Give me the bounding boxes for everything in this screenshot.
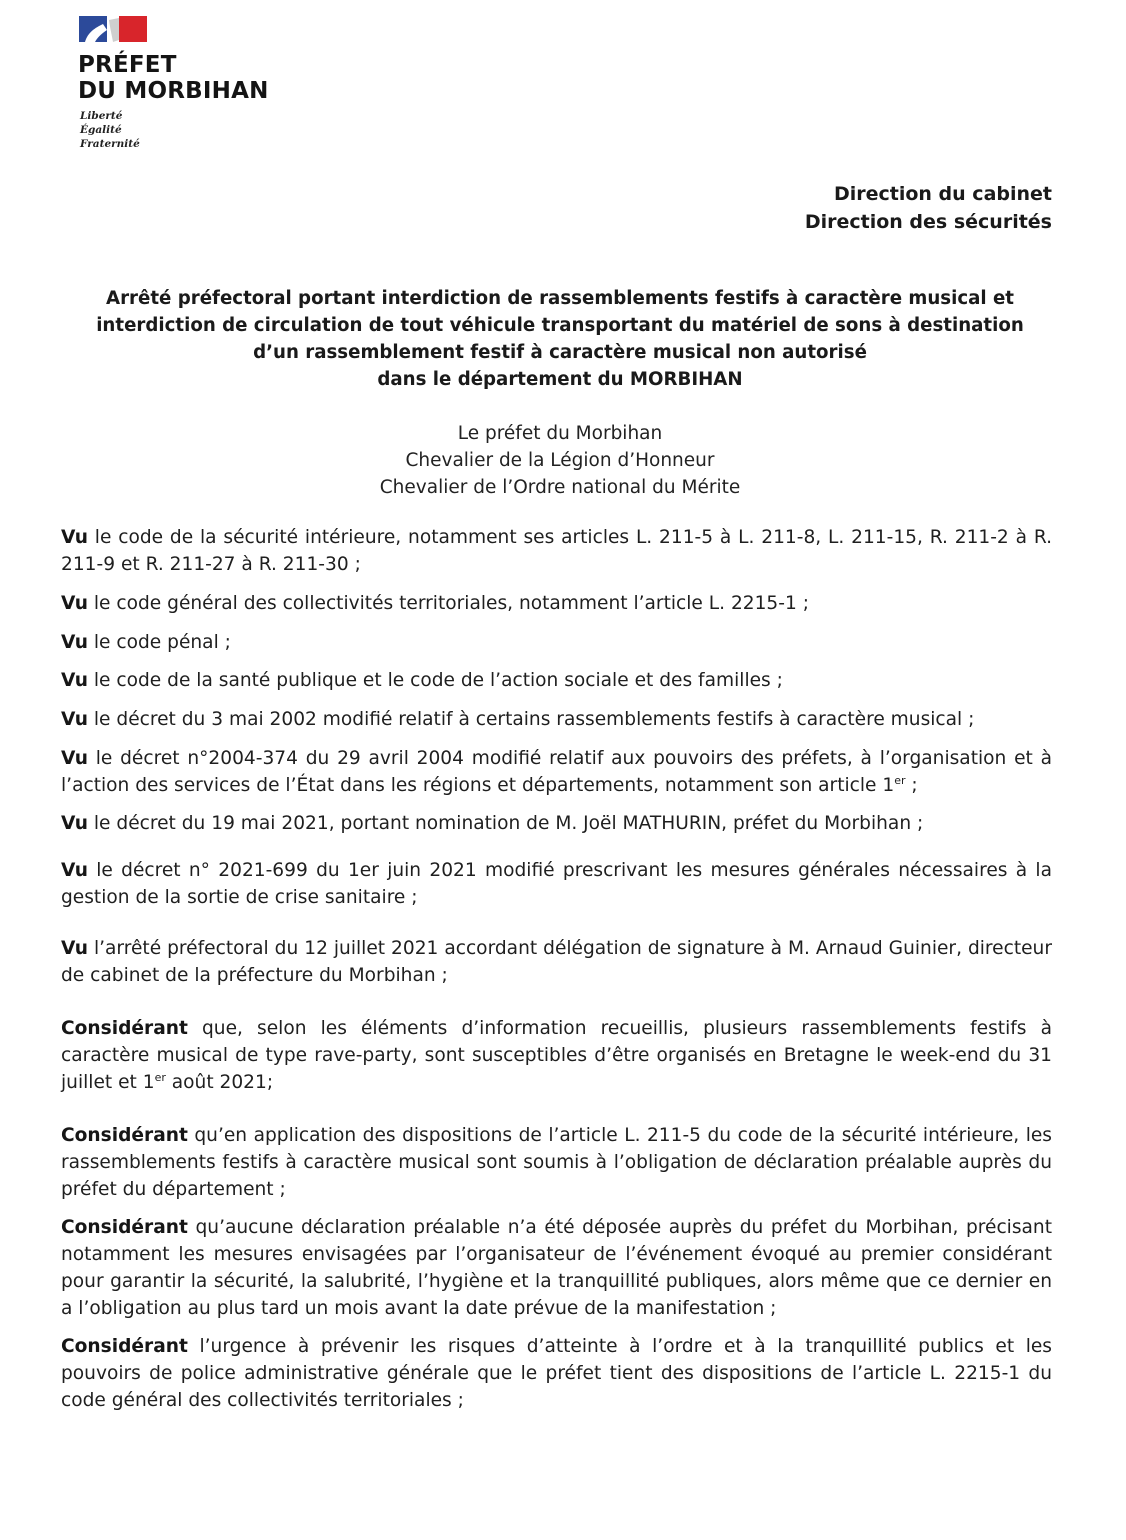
republic-motto	[80, 109, 140, 151]
signing-authority	[60, 420, 1060, 501]
paragraph-text: le code général des collectivités territoriales, notamment l’article L. 2215-1 ;	[87, 593, 809, 614]
legal-reference-paragraph	[61, 810, 1052, 837]
authority-line2: Chevalier de la Légion d’Honneur	[405, 450, 715, 471]
considerant-paragraph	[61, 1122, 1052, 1203]
paragraph-text: qu’aucune déclaration préalable n’a été déposée auprès du préfet du Morbihan, précisant notamment les mesures envisagées par l’organisateur de l’événement évoqué au premier considérant pour garantir la sécurité, la salubrité, l’hygiène et la tranquillité publiques, alors même que ce dernier en a l’obligation au plus tard un mois avant la date prévue de la manifestation ;	[61, 1217, 1052, 1319]
considerant-paragraph	[61, 1214, 1052, 1322]
ordinal-superscript: er	[154, 1070, 166, 1084]
legal-reference-paragraph	[61, 590, 1052, 617]
paragraph-lead: Vu	[61, 527, 88, 548]
paragraph-text: le décret du 3 mai 2002 modifié relatif à certains rassemblements festifs à caractère musical ;	[87, 709, 975, 730]
authority-line1: Le préfet du Morbihan	[457, 423, 663, 444]
paragraph-lead: Considérant	[61, 1336, 188, 1357]
paragraph-text: le code pénal ;	[87, 632, 231, 653]
paragraph-text: le décret n°2004-374 du 29 avril 2004 modifié relatif aux pouvoirs des préfets, à l’organisation et à l’action des services de l’État dans les régions et départements, notamment son article 1	[61, 748, 1052, 796]
considerant-paragraph	[61, 1015, 1052, 1096]
motto-liberte: Liberté	[80, 110, 123, 122]
paragraph-lead: Vu	[61, 593, 88, 614]
motto-fraternite: Fraternité	[80, 138, 140, 150]
directorate-line2: Direction des sécurités	[804, 211, 1052, 233]
paragraph-text: le décret n° 2021-699 du 1er juin 2021 modifié prescrivant les mesures générales nécessaires à la gestion de la sortie de crise sanitaire ;	[61, 860, 1052, 908]
legal-reference-paragraph	[61, 706, 1052, 733]
marianne-logo	[79, 16, 147, 42]
legal-reference-paragraph	[61, 629, 1052, 656]
title-line3: d’un rassemblement festif à caractère musical non autorisé	[253, 342, 867, 363]
legal-reference-paragraph	[61, 524, 1052, 578]
paragraph-text: que, selon les éléments d’information recueillis, plusieurs rassemblements festifs à caractère musical de type rave-party, sont susceptibles d’être organisés en Bretagne le week-end du 31 juillet et 1	[61, 1018, 1052, 1093]
paragraph-lead: Considérant	[61, 1018, 188, 1039]
considerant-paragraph	[61, 1333, 1052, 1414]
legal-reference-paragraph	[61, 857, 1052, 911]
title-line1: Arrêté préfectoral portant interdiction de rassemblements festifs à caractère musical et	[106, 288, 1014, 309]
paragraph-lead: Considérant	[61, 1125, 188, 1146]
directorate-line1: Direction du cabinet	[833, 183, 1052, 205]
paragraph-text: qu’en application des dispositions de l’article L. 211-5 du code de la sécurité intérieure, les rassemblements festifs à caractère musical sont soumis à l’obligation de déclaration préalable auprès du préfet du département ;	[61, 1125, 1052, 1200]
decree-title	[60, 285, 1060, 393]
paragraph-lead: Vu	[61, 938, 88, 959]
legal-reference-paragraph	[61, 745, 1052, 799]
paragraph-lead: Considérant	[61, 1217, 188, 1238]
title-line4: dans le département du MORBIHAN	[377, 369, 743, 390]
paragraph-text: l’arrêté préfectoral du 12 juillet 2021 accordant délégation de signature à M. Arnaud Guinier, directeur de cabinet de la préfecture du Morbihan ;	[61, 938, 1052, 986]
legal-reference-paragraph	[61, 935, 1052, 989]
prefecture-name	[78, 52, 269, 104]
paragraph-lead: Vu	[61, 670, 88, 691]
paragraph-text-tail: août 2021;	[165, 1072, 274, 1093]
prefecture-line2: DU MORBIHAN	[78, 78, 269, 104]
title-line2: interdiction de circulation de tout véhicule transportant du matériel de sons à destination	[96, 315, 1024, 336]
issuing-directorate	[805, 180, 1052, 236]
prefecture-line1: PRÉFET	[78, 52, 177, 78]
paragraph-text: le décret du 19 mai 2021, portant nomination de M. Joël MATHURIN, préfet du Morbihan ;	[87, 813, 924, 834]
paragraph-text: l’urgence à prévenir les risques d’atteinte à l’ordre et à la tranquillité publics et les pouvoirs de police administrative générale que le préfet tient des dispositions de l’article L. 2215-1 du code général des collectivités territoriales ;	[61, 1336, 1052, 1411]
decree-body	[61, 524, 1052, 1414]
authority-line3: Chevalier de l’Ordre national du Mérite	[379, 477, 741, 498]
paragraph-lead: Vu	[61, 632, 88, 653]
paragraph-lead: Vu	[61, 748, 88, 769]
paragraph-text-tail: ;	[905, 775, 918, 796]
paragraph-lead: Vu	[61, 860, 88, 881]
legal-reference-paragraph	[61, 667, 1052, 694]
paragraph-lead: Vu	[61, 709, 88, 730]
paragraph-text: le code de la sécurité intérieure, notamment ses articles L. 211-5 à L. 211-8, L. 211-15, R. 211-2 à R. 211-9 et R. 211-27 à R. 211-30 ;	[61, 527, 1052, 575]
paragraph-lead: Vu	[61, 813, 88, 834]
motto-egalite: Égalité	[80, 124, 122, 136]
ordinal-superscript: er	[894, 773, 906, 787]
paragraph-text: le code de la santé publique et le code de l’action sociale et des familles ;	[87, 670, 783, 691]
